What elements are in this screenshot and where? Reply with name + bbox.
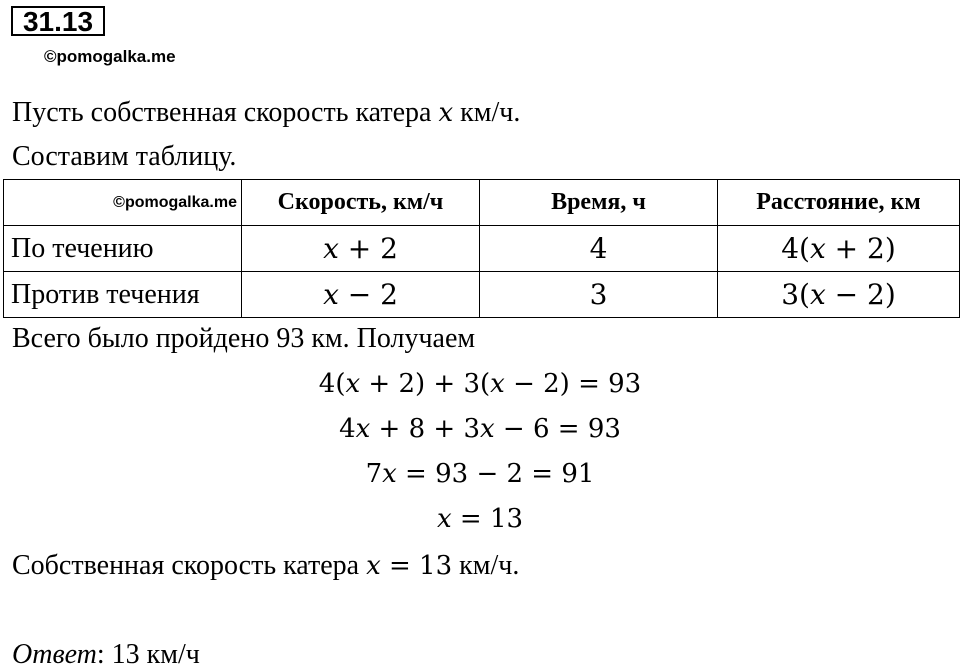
intro-text: Пусть собственная скорость катера: [12, 97, 439, 128]
equation-4: [0, 503, 960, 535]
eq-part: = 13: [451, 504, 524, 534]
watermark: ©pomogalka.me: [44, 47, 176, 66]
distance-cell: [718, 272, 960, 318]
row-label: Против течения: [4, 272, 242, 318]
problem-number: 31.13: [11, 6, 105, 36]
header-time: Время, ч: [480, 180, 718, 226]
variable-x: x: [436, 504, 452, 534]
row-label: По течению: [4, 226, 242, 272]
equation-2: [0, 413, 960, 445]
equation-3: [0, 458, 960, 490]
speed-expr: + 2: [338, 232, 398, 265]
intro-line-1: [12, 97, 520, 129]
distance-cell: [718, 226, 960, 272]
variable-x: x: [382, 459, 397, 489]
variable-x: x: [809, 232, 826, 265]
eq-part: 4: [339, 414, 356, 444]
conclusion-text: Собственная скорость катера: [12, 550, 367, 581]
speed-cell: [242, 272, 480, 318]
distance-expr-post: − 2): [825, 278, 896, 311]
solution-table: [3, 179, 960, 318]
variable-x: x: [490, 369, 505, 399]
conclusion-value: = 13: [380, 551, 453, 581]
eq-part: 7: [365, 459, 383, 489]
header-speed: Скорость, км/ч: [242, 180, 480, 226]
distance-expr-pre: 3(: [781, 278, 810, 311]
time-cell: 3: [480, 272, 718, 318]
variable-x: x: [345, 369, 361, 399]
variable-x: x: [366, 551, 381, 581]
conclusion-line: [12, 550, 519, 582]
total-line: Всего было пройдено 93 км. Получаем: [12, 323, 476, 354]
header-distance: Расстояние, км: [718, 180, 960, 226]
eq-part: + 2) + 3(: [360, 369, 491, 399]
speed-cell: [242, 226, 480, 272]
eq-part: − 2) = 93: [504, 369, 642, 399]
distance-expr-post: + 2): [825, 232, 896, 265]
eq-part: 4(: [318, 369, 346, 399]
answer-label: Ответ: [12, 639, 97, 670]
variable-x: x: [438, 98, 454, 128]
intro-line-2: Составим таблицу.: [12, 141, 237, 172]
conclusion-unit: км/ч.: [452, 550, 520, 581]
variable-x: x: [809, 278, 826, 311]
variable-x: x: [480, 414, 495, 444]
table-corner-watermark: ©pomogalka.me: [4, 180, 242, 226]
eq-part: − 6 = 93: [494, 414, 621, 444]
variable-x: x: [323, 232, 339, 265]
answer-value: : 13 км/ч: [96, 639, 200, 670]
table-header-row: [4, 180, 960, 226]
time-cell: 4: [480, 226, 718, 272]
distance-expr-pre: 4(: [781, 232, 810, 265]
speed-expr: − 2: [338, 278, 398, 311]
eq-part: = 93 − 2 = 91: [396, 459, 595, 489]
variable-x: x: [355, 414, 371, 444]
eq-part: + 8 + 3: [370, 414, 480, 444]
table-row: [4, 272, 960, 318]
variable-x: x: [323, 278, 339, 311]
table-row: [4, 226, 960, 272]
answer-line: [12, 639, 200, 671]
equation-1: [0, 368, 960, 400]
intro-unit: км/ч.: [453, 97, 521, 128]
